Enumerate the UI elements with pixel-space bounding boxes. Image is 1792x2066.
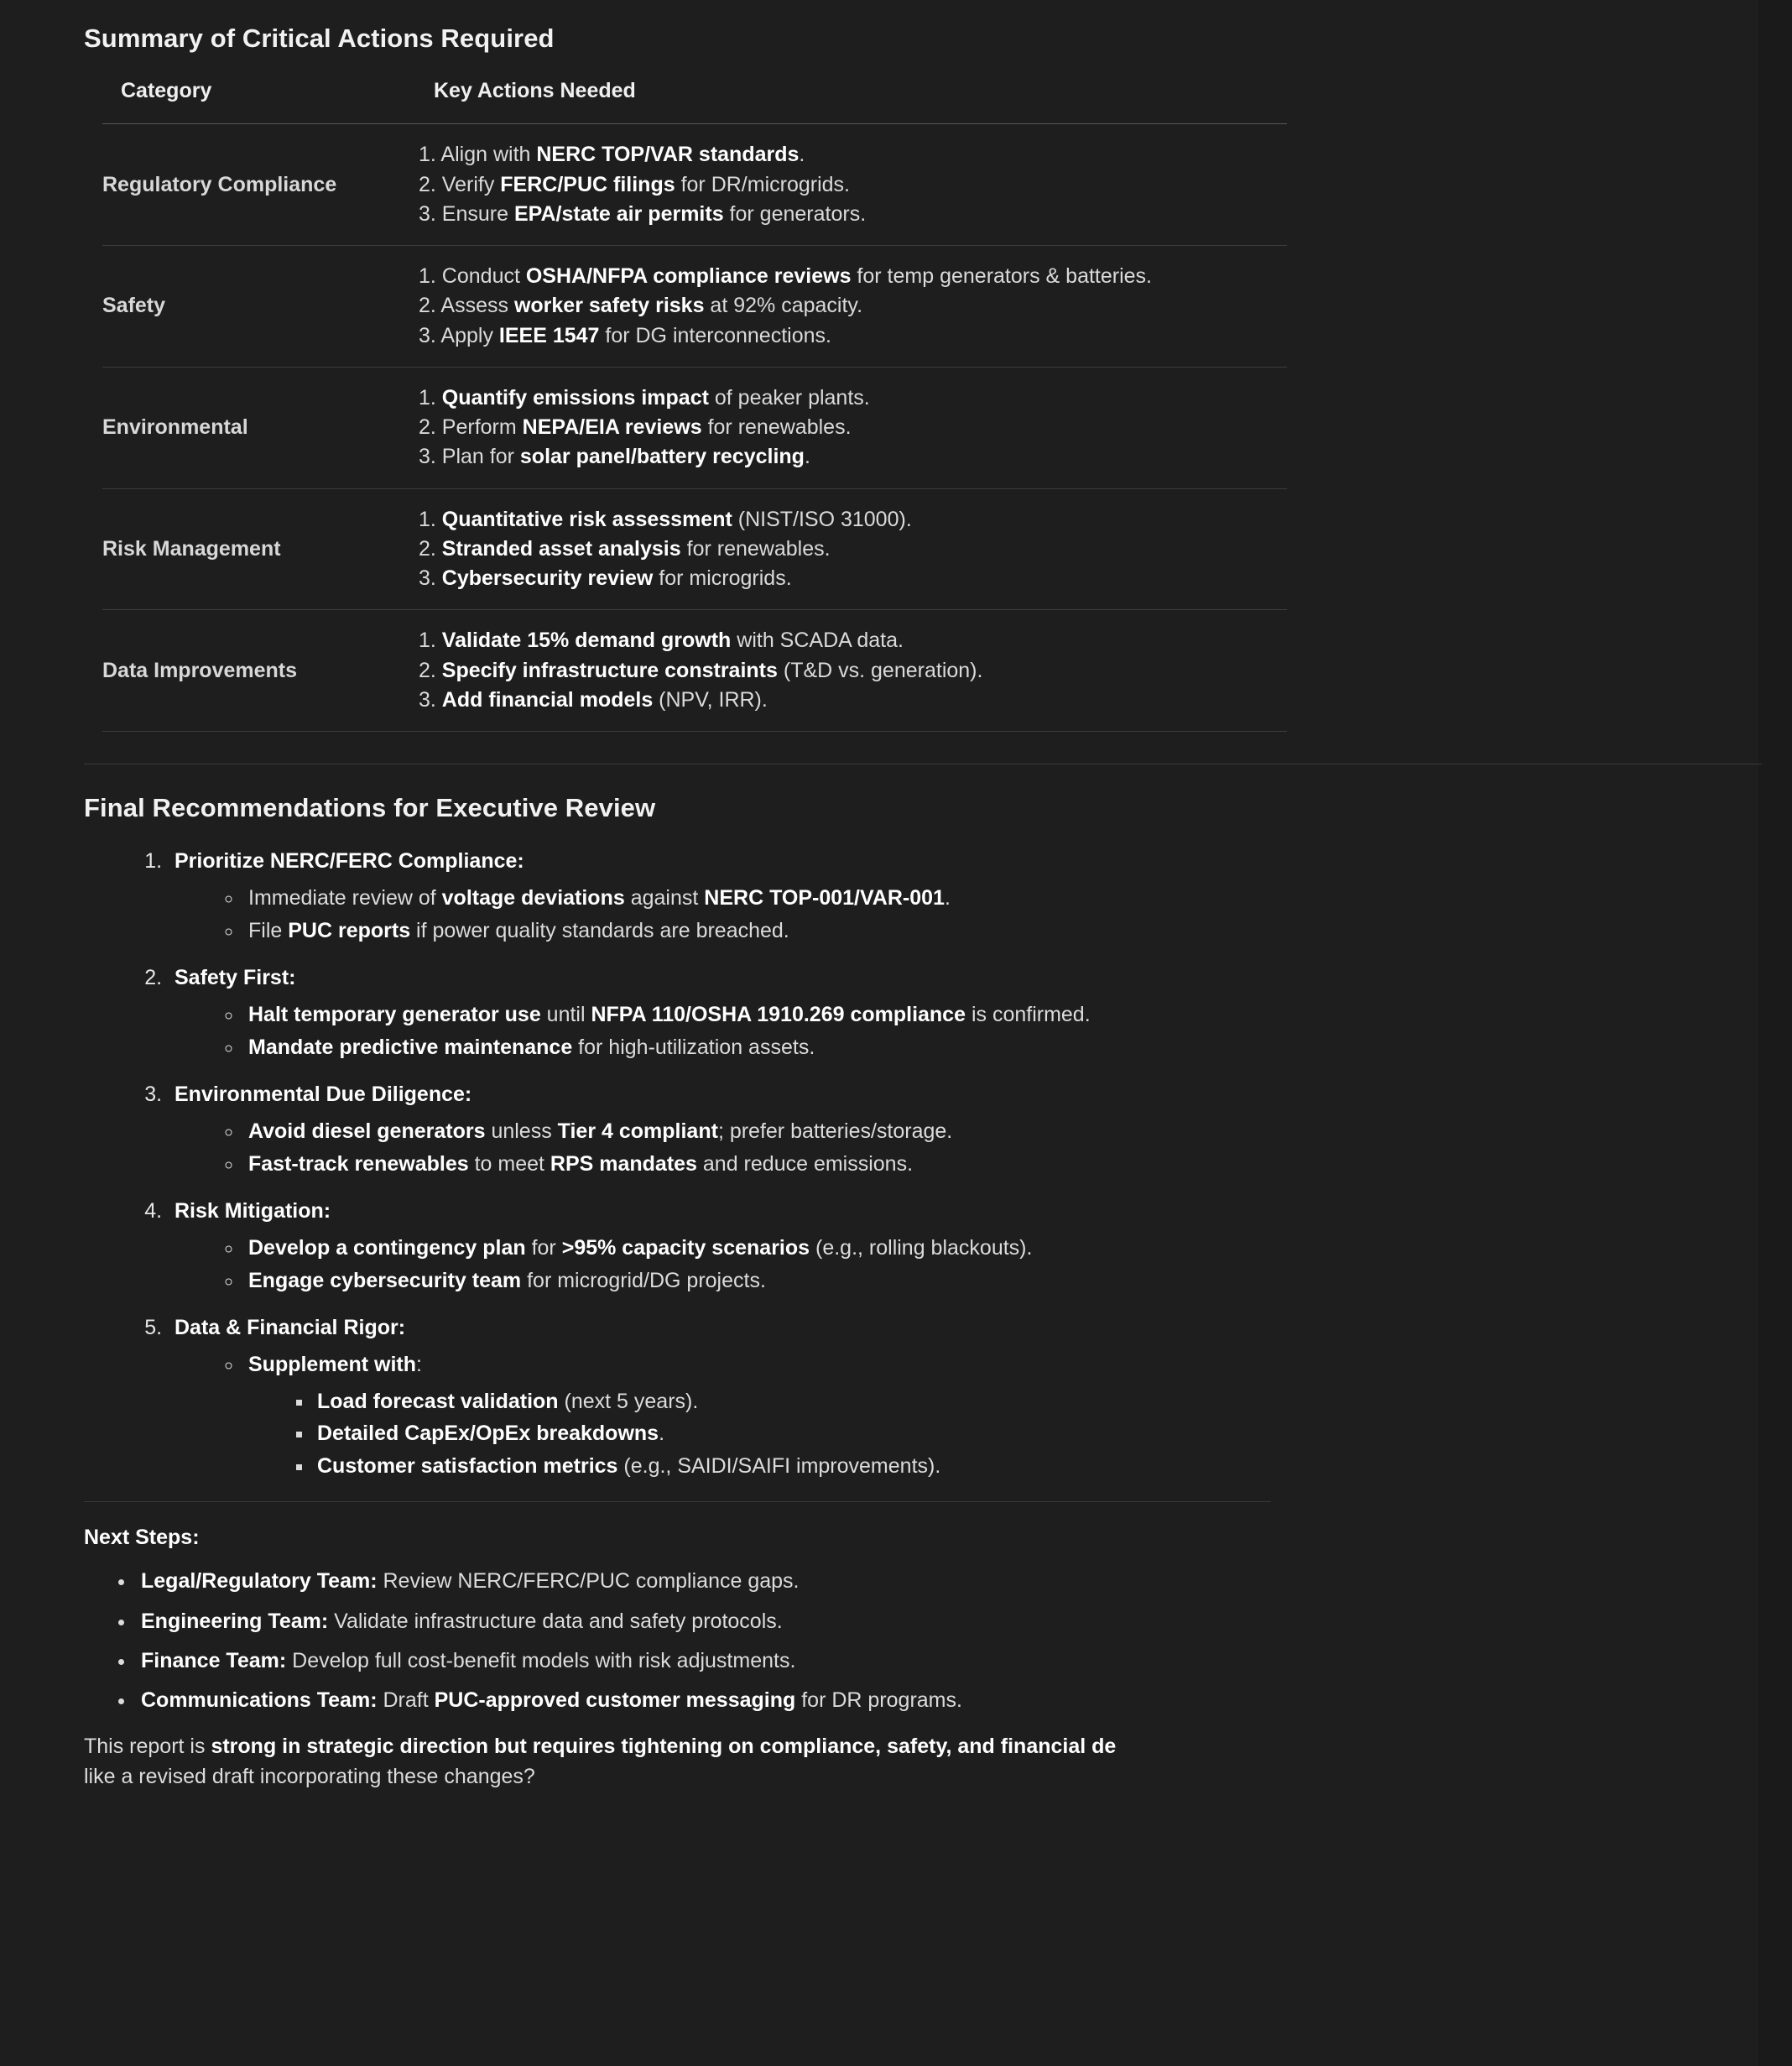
emphasis-text: Engage cybersecurity team (248, 1268, 522, 1292)
recommendation-item (168, 848, 1708, 943)
body-text: is confirmed. (966, 1003, 1091, 1027)
recommendation-sublist (175, 1235, 1708, 1293)
body-text: (e.g., rolling blackouts). (810, 1236, 1033, 1260)
action-number: 2. (419, 294, 441, 318)
action-item (419, 173, 1287, 202)
emphasis-text: Finance Team: (141, 1648, 287, 1672)
body-text: for renewables. (701, 415, 852, 440)
emphasis-text: strong in strategic direction but requires tightening on compliance, safety, and financial de (211, 1735, 1117, 1759)
recommendation-heading: Prioritize NERC/FERC Compliance: (175, 849, 524, 874)
recommendation-sublist (175, 885, 1708, 943)
action-item (419, 143, 1287, 172)
action-item (419, 688, 1287, 712)
recommendation-sublist (175, 1002, 1708, 1060)
body-text: (T&D vs. generation). (777, 658, 983, 682)
emphasis-text: EPA/state air permits (513, 201, 724, 226)
emphasis-text: Tier 4 compliant (557, 1119, 718, 1144)
action-number: 1. (419, 264, 442, 289)
action-number: 1. (419, 507, 442, 531)
body-text: . (944, 886, 951, 910)
body-text: ; prefer batteries/storage. (717, 1119, 953, 1144)
emphasis-text: Cybersecurity review (441, 566, 654, 591)
table-cell-actions (419, 246, 1287, 368)
table-row (102, 124, 1287, 246)
body-text: (next 5 years). (558, 1389, 699, 1413)
critical-actions-table (102, 79, 1287, 732)
recommendation-sublist (175, 1119, 1708, 1176)
recommendation-subsubitem (314, 1453, 1708, 1480)
closing-line-1 (84, 1732, 1275, 1762)
emphasis-text: FERC/PUC filings (500, 172, 675, 196)
closing-line-2 (84, 1765, 535, 1788)
next-steps-title: Next Steps: (84, 1526, 200, 1550)
emphasis-text: NERC TOP-001/VAR-001 (704, 886, 945, 910)
emphasis-text: Load forecast validation (317, 1389, 559, 1413)
body-text: Ensure (441, 201, 514, 226)
next-step-item (136, 1568, 1708, 1594)
next-steps-divider (84, 1501, 1271, 1502)
table-cell-actions (419, 367, 1287, 488)
next-step-item (136, 1609, 1708, 1635)
action-number: 3. (419, 687, 442, 712)
table-body (102, 124, 1287, 732)
table-row (102, 246, 1287, 368)
body-text: with SCADA data. (731, 629, 904, 653)
emphasis-text: >95% capacity scenarios (561, 1236, 810, 1260)
emphasis-text: NERC TOP/VAR standards (536, 143, 800, 167)
body-text: for (525, 1236, 562, 1260)
body-text: (e.g., SAIDI/SAIFI improvements). (617, 1453, 941, 1478)
action-item (419, 508, 1287, 537)
emphasis-text: PUC-approved customer messaging (434, 1688, 796, 1713)
table-cell-category: Risk Management (102, 488, 419, 610)
recommendation-subitem (243, 885, 1708, 911)
recommendations-list (84, 848, 1708, 1479)
emphasis-text: OSHA/NFPA compliance reviews (525, 264, 852, 289)
emphasis-text: Halt temporary generator use (248, 1003, 541, 1027)
emphasis-text: Customer satisfaction metrics (317, 1453, 618, 1478)
emphasis-text: worker safety risks (513, 294, 705, 318)
action-item (419, 629, 1287, 658)
emphasis-text: Engineering Team: (141, 1609, 329, 1633)
body-text: at 92% capacity. (704, 294, 863, 318)
action-item (419, 294, 1287, 323)
emphasis-text: IEEE 1547 (498, 323, 600, 347)
recommendations-section (84, 764, 1708, 1479)
action-number: 1. (419, 385, 442, 410)
emphasis-text: voltage deviations (441, 886, 625, 910)
recommendation-subsubitem (314, 1388, 1708, 1416)
action-item (419, 659, 1287, 688)
emphasis-text: PUC reports (288, 918, 411, 942)
body-text: for temp generators & batteries. (851, 264, 1152, 289)
action-number: 2. (419, 172, 442, 196)
body-text: like a revised draft incorporating these changes? (84, 1764, 535, 1788)
emphasis-text: Fast-track renewables (248, 1151, 469, 1176)
body-text: for high-utilization assets. (572, 1035, 815, 1059)
action-number: 3. (419, 566, 442, 591)
action-item (419, 264, 1287, 294)
action-number: 2. (419, 658, 442, 682)
body-text: Assess (440, 294, 514, 318)
table-cell-category: Data Improvements (102, 610, 419, 732)
action-item (419, 415, 1287, 445)
action-item (419, 202, 1287, 227)
table-cell-actions (419, 124, 1287, 246)
body-text: for microgrid/DG projects. (521, 1268, 766, 1292)
recommendation-subitem (243, 918, 1708, 944)
recommendation-subsublist (248, 1388, 1708, 1480)
body-text: : (416, 1353, 422, 1377)
body-text: of peaker plants. (708, 385, 870, 410)
table-header-row (102, 79, 1287, 124)
body-text: if power quality standards are breached. (410, 918, 789, 942)
body-text: Apply (440, 323, 499, 347)
emphasis-text: solar panel/battery recycling (519, 445, 805, 469)
recommendation-heading: Safety First: (175, 966, 296, 990)
closing-paragraph (84, 1732, 1284, 1792)
table-row (102, 610, 1287, 732)
body-text: Draft (377, 1688, 435, 1713)
emphasis-text: Supplement with (248, 1353, 416, 1377)
emphasis-text: Quantitative risk assessment (441, 507, 732, 531)
body-text: for renewables. (680, 536, 831, 561)
body-text: against (624, 886, 705, 910)
body-text: Develop full cost-benefit models with risk adjustments. (286, 1648, 796, 1672)
body-text: Immediate review of (248, 886, 442, 910)
body-text: for microgrids. (653, 566, 792, 591)
emphasis-text: NEPA/EIA reviews (522, 415, 702, 440)
emphasis-text: Communications Team: (141, 1688, 378, 1713)
body-text: to meet (468, 1151, 550, 1176)
body-text: Review NERC/FERC/PUC compliance gaps. (377, 1569, 800, 1594)
action-item (419, 566, 1287, 591)
table-cell-category: Environmental (102, 367, 419, 488)
emphasis-text: Specify infrastructure constraints (441, 658, 778, 682)
recommendations-title: Final Recommendations for Executive Review (84, 793, 656, 823)
body-text: and reduce emissions. (696, 1151, 914, 1176)
emphasis-text: Mandate predictive maintenance (248, 1035, 573, 1059)
body-text: (NPV, IRR). (653, 687, 768, 712)
table-cell-category: Safety (102, 246, 419, 368)
recommendation-heading: Risk Mitigation: (175, 1199, 331, 1223)
body-text: Plan for (441, 445, 520, 469)
right-gutter (1758, 0, 1792, 2066)
recommendation-item (168, 1082, 1708, 1176)
emphasis-text: NFPA 110/OSHA 1910.269 compliance (591, 1003, 966, 1027)
table-cell-category: Regulatory Compliance (102, 124, 419, 246)
body-text: for generators. (723, 201, 867, 226)
action-number: 1. (419, 629, 442, 653)
body-text: . (804, 445, 810, 469)
body-text: until (540, 1003, 591, 1027)
body-text: Conduct (441, 264, 526, 289)
action-item (419, 324, 1287, 348)
column-header-key-actions: Key Actions Needed (419, 79, 1287, 124)
table-row (102, 488, 1287, 610)
next-steps-list (84, 1568, 1708, 1714)
body-text: File (248, 918, 289, 942)
recommendation-item (168, 1198, 1708, 1293)
recommendation-subitem (243, 1002, 1708, 1028)
recommendation-heading: Environmental Due Diligence: (175, 1083, 472, 1107)
table-row (102, 367, 1287, 488)
next-step-item (136, 1648, 1708, 1674)
body-text: Verify (441, 172, 501, 196)
recommendation-subitem (243, 1235, 1708, 1261)
body-text: for DR/microgrids. (675, 172, 850, 196)
recommendation-subitem (243, 1119, 1708, 1145)
column-header-category: Category (102, 79, 419, 124)
body-text: for DG interconnections. (599, 323, 831, 347)
action-item (419, 386, 1287, 415)
recommendation-subitem (243, 1268, 1708, 1294)
body-text: . (659, 1422, 665, 1446)
body-text: for DR programs. (795, 1688, 962, 1713)
recommendation-subitem (243, 1151, 1708, 1177)
emphasis-text: Avoid diesel generators (248, 1119, 486, 1144)
action-number: 3. (419, 445, 442, 469)
recommendation-heading: Data & Financial Rigor: (175, 1316, 406, 1340)
body-text: Perform (441, 415, 523, 440)
body-text: Align with (440, 143, 537, 167)
emphasis-text: Validate 15% demand growth (441, 629, 732, 653)
action-item (419, 445, 1287, 469)
action-number: 2. (419, 536, 442, 561)
action-number: 1. (419, 143, 441, 167)
body-text: . (799, 143, 805, 167)
action-number: 3. (419, 323, 441, 347)
summary-title: Summary of Critical Actions Required (84, 23, 555, 53)
emphasis-text: Quantify emissions impact (441, 385, 709, 410)
action-number: 2. (419, 415, 442, 440)
table-cell-actions (419, 610, 1287, 732)
recommendation-sublist (175, 1352, 1708, 1479)
recommendation-subitem (243, 1352, 1708, 1479)
body-text: Validate infrastructure data and safety protocols. (328, 1609, 783, 1633)
emphasis-text: RPS mandates (550, 1151, 697, 1176)
recommendation-subsubitem (314, 1420, 1708, 1448)
recommendation-item (168, 965, 1708, 1060)
emphasis-text: Legal/Regulatory Team: (141, 1569, 378, 1594)
action-number: 3. (419, 201, 442, 226)
emphasis-text: Stranded asset analysis (441, 536, 681, 561)
action-item (419, 537, 1287, 566)
table-cell-actions (419, 488, 1287, 610)
emphasis-text: Detailed CapEx/OpEx breakdowns (317, 1422, 659, 1446)
recommendation-subitem (243, 1035, 1708, 1061)
emphasis-text: Add financial models (441, 687, 654, 712)
body-text: unless (485, 1119, 558, 1144)
body-text: (NIST/ISO 31000). (732, 507, 912, 531)
body-text: This report is (84, 1735, 211, 1759)
emphasis-text: Develop a contingency plan (248, 1236, 526, 1260)
next-step-item (136, 1688, 1708, 1714)
recommendation-item (168, 1315, 1708, 1479)
